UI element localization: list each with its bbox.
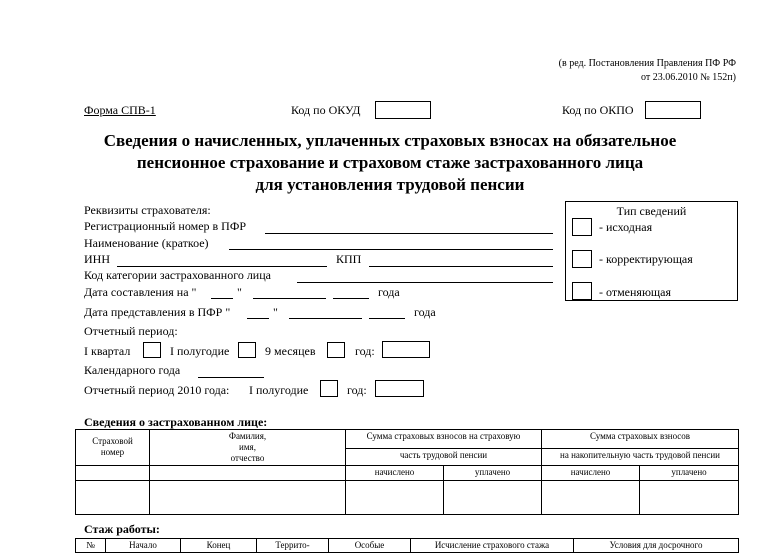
date-submitted-day[interactable] bbox=[247, 318, 269, 319]
okud-label: Код по ОКУД bbox=[291, 103, 361, 117]
date-submitted-year[interactable] bbox=[369, 318, 405, 319]
name-label: Наименование (краткое) bbox=[84, 236, 209, 250]
col-ins-paid: уплачено bbox=[444, 466, 542, 481]
calendar-year-field[interactable] bbox=[198, 377, 264, 378]
date-submitted-month[interactable] bbox=[289, 318, 362, 319]
info-type-initial-label: - исходная bbox=[599, 220, 653, 234]
category-label: Код категории застрахованного лица bbox=[84, 268, 271, 282]
name-field[interactable] bbox=[229, 249, 553, 250]
category-field[interactable] bbox=[297, 282, 553, 283]
col-ins-accrued: начислено bbox=[346, 466, 444, 481]
work-heading: Стаж работы: bbox=[84, 522, 160, 536]
col-start: Начало bbox=[106, 539, 181, 553]
cell-full-name[interactable] bbox=[150, 481, 346, 515]
info-type-corrective-checkbox[interactable] bbox=[572, 250, 592, 268]
col-territory: Террито- bbox=[257, 539, 329, 553]
insured-table bbox=[75, 429, 739, 515]
q1-checkbox[interactable] bbox=[143, 342, 161, 358]
col-insurance-number: Страховой номер bbox=[76, 430, 150, 466]
year-2010-label: год: bbox=[347, 383, 367, 397]
date-submitted-quote: " bbox=[273, 305, 278, 319]
col-full-name: Фамилия, имя, отчество bbox=[150, 430, 346, 466]
col-acc-paid: уплачено bbox=[640, 466, 739, 481]
document-title-line2: пенсионное страхование и страховом стаже застрахованного лица bbox=[136, 153, 644, 172]
inn-label: ИНН bbox=[84, 252, 110, 266]
col-special: Особые bbox=[329, 539, 411, 553]
h1-2010-label: I полугодие bbox=[249, 383, 309, 397]
h1-label: I полугодие bbox=[170, 344, 230, 358]
period-label: Отчетный период: bbox=[84, 324, 178, 338]
okpo-field[interactable] bbox=[645, 101, 701, 119]
reg-number-label: Регистрационный номер в ПФР bbox=[84, 219, 246, 233]
revision-note-line2: от 23.06.2010 № 152п) bbox=[641, 72, 736, 83]
calendar-year-label: Календарного года bbox=[84, 363, 181, 377]
col-acc-accrued: начислено bbox=[542, 466, 640, 481]
col-calculation: Исчисление страхового стажа bbox=[411, 539, 574, 553]
period-2010-label: Отчетный период 2010 года: bbox=[84, 383, 230, 397]
date-compiled-year-label: года bbox=[378, 285, 400, 299]
cell-acc-paid[interactable] bbox=[640, 481, 739, 515]
info-type-cancel-checkbox[interactable] bbox=[572, 282, 592, 300]
h1-checkbox[interactable] bbox=[238, 342, 256, 358]
col-insurance-part-sub: часть трудовой пенсии bbox=[346, 449, 542, 466]
m9-label: 9 месяцев bbox=[265, 344, 316, 358]
h1-2010-checkbox[interactable] bbox=[320, 380, 338, 397]
document-title-line3: для установления трудовой пенсии bbox=[255, 175, 525, 194]
date-submitted-label: Дата представления в ПФР " bbox=[84, 305, 231, 319]
inn-field[interactable] bbox=[117, 266, 327, 267]
col-full-name-cont bbox=[150, 466, 346, 481]
cell-acc-accrued[interactable] bbox=[542, 481, 640, 515]
form-name: Форма СПВ-1 bbox=[84, 103, 156, 117]
year-2010-field[interactable] bbox=[375, 380, 424, 397]
cell-ins-paid[interactable] bbox=[444, 481, 542, 515]
col-early-conditions: Условия для досрочного bbox=[574, 539, 739, 553]
cell-ins-accrued[interactable] bbox=[346, 481, 444, 515]
insured-heading: Сведения о застрахованном лице: bbox=[84, 415, 268, 429]
year-label: год: bbox=[355, 344, 375, 358]
okud-field[interactable] bbox=[375, 101, 431, 119]
col-number: № bbox=[76, 539, 106, 553]
info-type-title: Тип сведений bbox=[616, 204, 687, 218]
reg-number-field[interactable] bbox=[265, 233, 553, 234]
date-compiled-quote: " bbox=[237, 285, 242, 299]
info-type-initial-checkbox[interactable] bbox=[572, 218, 592, 236]
col-insurance-part: Сумма страховых взносов на страховую bbox=[346, 430, 542, 449]
date-submitted-year-label: года bbox=[414, 305, 436, 319]
q1-label: I квартал bbox=[84, 344, 131, 358]
kpp-label: КПП bbox=[336, 252, 362, 266]
okpo-label: Код по ОКПО bbox=[562, 103, 634, 117]
year-field[interactable] bbox=[382, 341, 430, 358]
col-insurance-number-cont bbox=[76, 466, 150, 481]
info-type-corrective-label: - корректирующая bbox=[599, 252, 693, 266]
info-type-cancel-label: - отменяющая bbox=[599, 285, 671, 299]
col-accumulative-part: Сумма страховых взносов bbox=[542, 430, 739, 449]
m9-checkbox[interactable] bbox=[327, 342, 345, 358]
date-compiled-label: Дата составления на " bbox=[84, 285, 197, 299]
col-accumulative-part-sub: на накопительную часть трудовой пенсии bbox=[542, 449, 739, 466]
document-title-line1: Сведения о начисленных, уплаченных страховых взносах на обязательное bbox=[103, 131, 677, 150]
cell-insurance-number[interactable] bbox=[76, 481, 150, 515]
info-type-panel bbox=[565, 201, 738, 301]
kpp-field[interactable] bbox=[369, 266, 553, 267]
col-end: Конец bbox=[181, 539, 257, 553]
date-compiled-year[interactable] bbox=[333, 298, 369, 299]
revision-note-line1: (в ред. Постановления Правления ПФ РФ bbox=[558, 58, 736, 69]
date-compiled-month[interactable] bbox=[253, 298, 326, 299]
work-table bbox=[75, 538, 739, 553]
date-compiled-day[interactable] bbox=[211, 298, 233, 299]
insurer-heading: Реквизиты страхователя: bbox=[84, 203, 211, 217]
